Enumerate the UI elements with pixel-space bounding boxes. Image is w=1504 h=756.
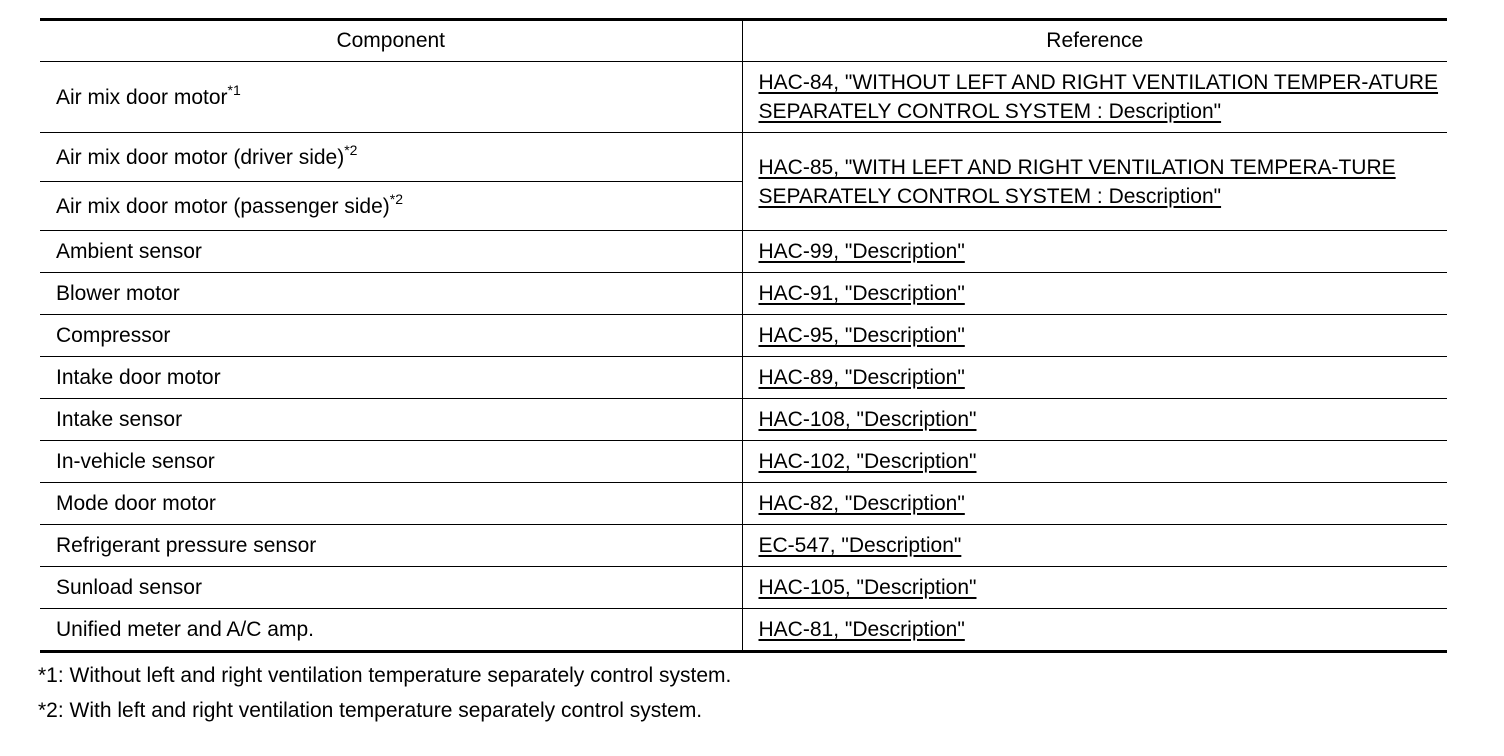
component-cell [40,182,742,231]
component-cell: Refrigerant pressure sensor [40,525,742,567]
reference-cell [742,273,1447,315]
reference-cell [742,231,1447,273]
table-row [40,231,1447,273]
reference-link[interactable]: HAC-84, "WITHOUT LEFT AND RIGHT VENTILATION TEMPER-ATURE SEPARATELY CONTROL SYSTEM : Description" [758,71,1439,123]
reference-cell [742,62,1447,133]
reference-cell [742,357,1447,399]
component-cell: Compressor [40,315,742,357]
table-row [40,483,1447,525]
header-reference: Reference [742,20,1447,62]
document [40,18,1447,729]
footnote-mark: *2 [344,141,358,158]
table-row [40,133,1447,182]
component-cell [40,62,742,133]
footnote-2: *2: With left and right ventilation temperature separately control system. [38,699,703,722]
component-cell: Ambient sensor [40,231,742,273]
component-cell: Mode door motor [40,483,742,525]
reference-cell [742,315,1447,357]
reference-link[interactable]: HAC-108, "Description" [758,408,977,431]
component-cell: Intake sensor [40,399,742,441]
table-row [40,315,1447,357]
header-component: Component [40,20,742,62]
table-header-row [40,20,1447,62]
component-cell: Sunload sensor [40,567,742,609]
component-name: Air mix door motor (driver side) [56,145,345,169]
component-cell: In-vehicle sensor [40,441,742,483]
reference-link[interactable]: HAC-102, "Description" [758,450,977,473]
reference-link[interactable]: HAC-105, "Description" [758,576,977,599]
reference-cell [742,399,1447,441]
reference-link[interactable]: HAC-99, "Description" [758,240,965,263]
reference-link[interactable]: EC-547, "Description" [758,534,962,557]
table-row [40,525,1447,567]
reference-link[interactable]: HAC-95, "Description" [758,324,965,347]
component-cell: Blower motor [40,273,742,315]
reference-link[interactable]: HAC-89, "Description" [758,366,965,389]
reference-link[interactable]: HAC-81, "Description" [758,618,965,641]
reference-cell [742,133,1447,231]
component-cell [40,133,742,182]
component-cell: Intake door motor [40,357,742,399]
table-row [40,441,1447,483]
component-name: Air mix door motor [56,85,228,109]
reference-table [40,18,1447,653]
reference-link[interactable]: HAC-82, "Description" [758,492,965,515]
table-row [40,609,1447,652]
reference-cell [742,567,1447,609]
reference-cell [742,483,1447,525]
footnotes [40,659,1447,729]
table-row [40,399,1447,441]
component-name: Air mix door motor (passenger side) [56,194,390,218]
table-row [40,357,1447,399]
reference-cell [742,609,1447,652]
reference-link[interactable]: HAC-91, "Description" [758,282,965,305]
footnote-1: *1: Without left and right ventilation temperature separately control system. [38,664,732,687]
reference-link[interactable]: HAC-85, "WITH LEFT AND RIGHT VENTILATION TEMPERA-TURE SEPARATELY CONTROL SYSTEM : Description" [758,155,1396,208]
component-cell: Unified meter and A/C amp. [40,609,742,652]
table-row [40,567,1447,609]
table-row [40,62,1447,133]
table-row [40,273,1447,315]
reference-cell [742,525,1447,567]
footnote-mark: *2 [389,190,404,207]
reference-cell [742,441,1447,483]
footnote-mark: *1 [227,81,241,98]
